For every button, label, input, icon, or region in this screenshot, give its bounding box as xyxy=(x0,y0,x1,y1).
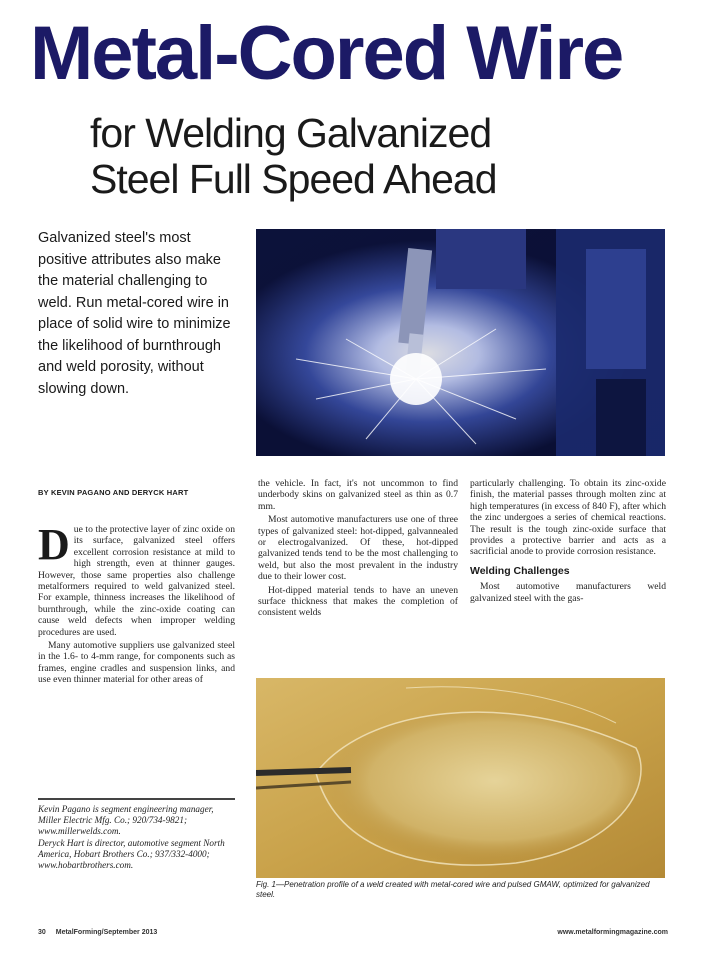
col3-paragraph-1: particularly challenging. To obtain its zinc-oxide finish, the material passes through molten zinc at high temperatures (in excess of 840 F), after which the zinc undergoes a series of chemical reactions. The result is the tough zinc-oxide surface that provides a protective barrier and acts as a sacrificial anode to provide corrosion resistance. xyxy=(470,478,666,558)
bio-kevin: Kevin Pagano is segment engineering manager, Miller Electric Mfg. Co.; 920/734-9821; www.millerwelds.com. xyxy=(38,804,214,837)
article-column-2 xyxy=(258,478,458,621)
intro-deck: Galvanized steel's most positive attributes also make the material challenging to weld. Run metal-cored wire in place of solid wire to minimize the likelihood of burnthrough and weld porosity, without slowing down. xyxy=(38,230,231,397)
author-bio xyxy=(38,798,235,871)
col2-paragraph-3: Hot-dipped material tends to have an uneven surface thickness that makes the completion of consistent welds xyxy=(258,584,458,619)
subheadline-line-2: Steel Full Speed Ahead xyxy=(90,156,497,202)
article-column-3 xyxy=(470,478,666,606)
article-column-1 xyxy=(38,520,235,688)
section-heading: Welding Challenges xyxy=(470,564,570,577)
headline: Metal-Cored Wire xyxy=(30,11,623,96)
col1-paragraph-1: Due to the protective layer of zinc oxide on its surface, galvanized steel offers excellent corrosion resistance at mild to high strength, even at thinner gauges. However, those same properties also challenge metalformers required to weld galvanized steel. For example, thinness increases the likelihood of burnthrough, while the zinc-oxide coating can cause weld defects when improper welding procedures are used. xyxy=(38,520,235,638)
col2-paragraph-1: the vehicle. In fact, it's not uncommon to find underbody skins on galvanized steel as thin as 0.7 mm. xyxy=(258,478,458,512)
weld-profile-photo xyxy=(256,678,665,878)
col3-paragraph-2: Most automotive manufacturers weld galvanized steel with the gas- xyxy=(470,581,666,604)
footer-left xyxy=(38,929,165,936)
bio-deryck: Deryck Hart is director, automotive segment North America, Hobart Brothers Co.; 937/332-4000; www.hobartbrothers.com. xyxy=(38,837,225,871)
subheadline xyxy=(90,110,690,202)
issue-label: MetalForming/September 2013 xyxy=(55,929,158,936)
page-number: 30 xyxy=(38,929,46,936)
figure-caption: Fig. 1—Penetration profile of a weld created with metal-cored wire and pulsed GMAW, optimized for galvanized steel. xyxy=(256,880,650,899)
byline: BY KEVIN PAGANO AND DERYCK HART xyxy=(38,488,189,497)
footer-url[interactable]: www.metalformingmagazine.com xyxy=(557,929,668,936)
welding-photo xyxy=(256,229,665,456)
subheadline-line-1: for Welding Galvanized xyxy=(90,110,492,156)
col1-paragraph-2: Many automotive suppliers use galvanized steel in the 1.6- to 4-mm range, for components such as frames, engine cradles and suspension links, and use even thinner material for other areas of xyxy=(38,640,235,686)
col2-paragraph-2: Most automotive manufacturers use one of three types of galvanized steel: hot-dipped, galvannealed or electrogalvanized. Of these, hot-dipped galvanized tends tend to be the most challenging to weld, but also the most prevalent in the industry due to their lower cost. xyxy=(258,514,458,583)
drop-cap: D xyxy=(38,520,70,569)
